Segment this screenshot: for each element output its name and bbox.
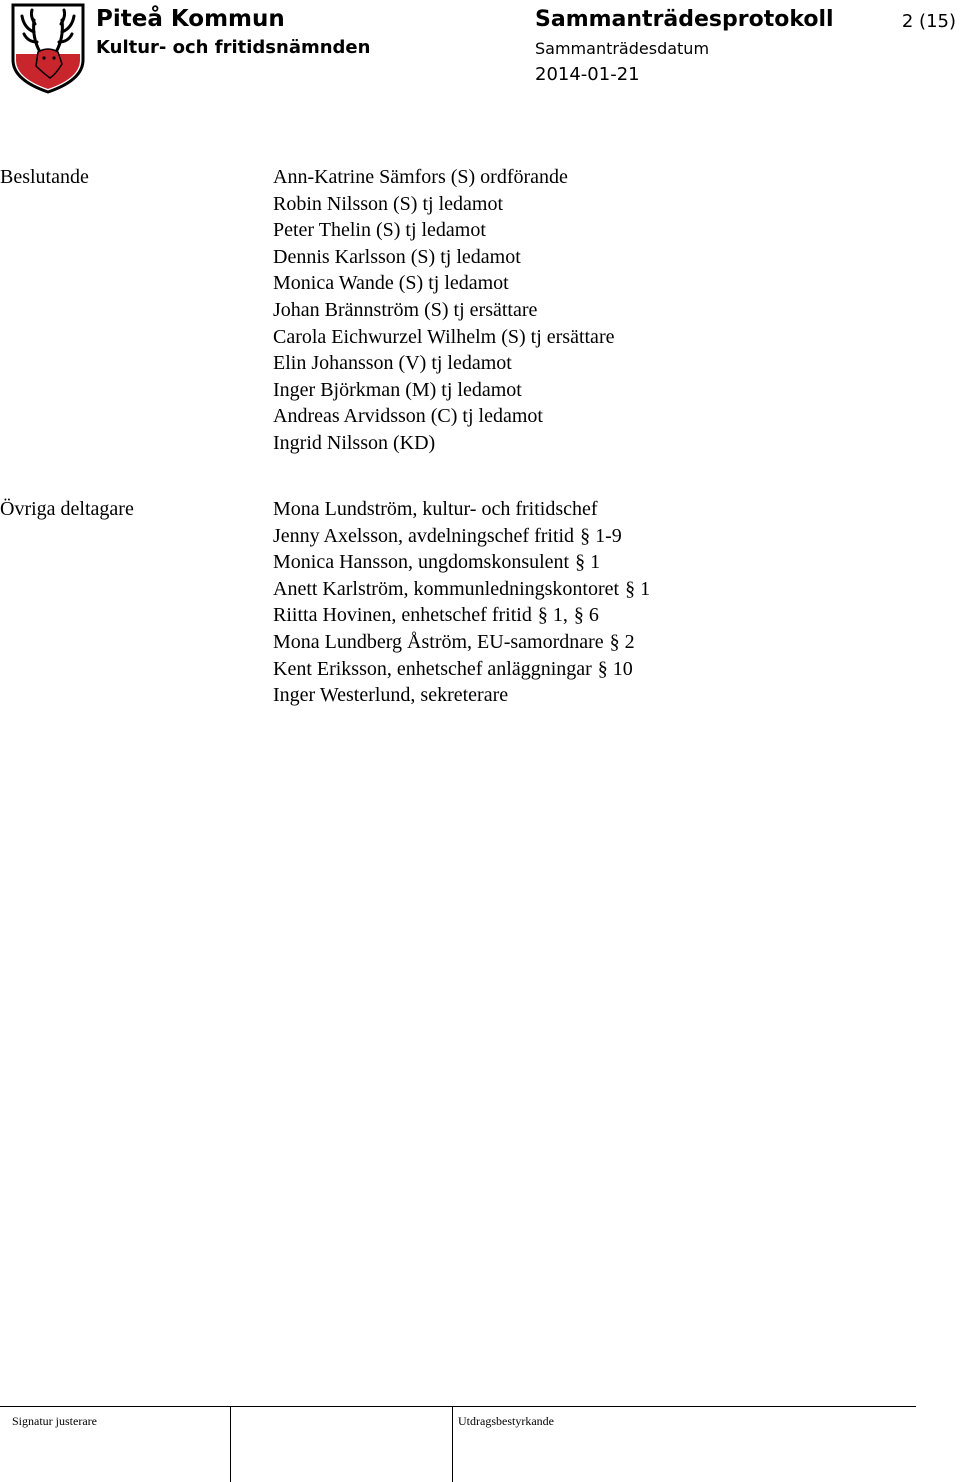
ovriga-list [273, 496, 650, 709]
signature-label: Signatur justerare [12, 1414, 97, 1428]
paragraph-sign: § [573, 604, 584, 627]
list-item: Elin Johansson (V) tj ledamot [273, 352, 512, 375]
list-item [273, 629, 650, 656]
paragraph-ref: 1 [640, 577, 651, 600]
list-item [273, 682, 650, 709]
list-item: Johan Brännström (S) tj ersättare [273, 298, 538, 321]
meeting-date-label: Sammanträdesdatum [535, 39, 710, 58]
beslutande-list [273, 164, 614, 457]
participant-text: Inger Westerlund, sekreterare [273, 684, 509, 707]
list-item: Carola Eichwurzel Wilhelm (S) tj ersättare [273, 325, 615, 348]
paragraph-ref: 10 [612, 657, 633, 680]
paragraph-sign: § [580, 524, 591, 547]
list-item [273, 656, 650, 683]
paragraph-ref: 6 [588, 604, 599, 627]
paragraph-ref: 1 [590, 551, 601, 574]
paragraph-ref: 2 [624, 630, 635, 653]
paragraph-sign: § [597, 657, 608, 680]
meeting-date: 2014-01-21 [535, 64, 640, 85]
list-item: Dennis Karlsson (S) tj ledamot [273, 245, 521, 268]
participant-text: Anett Karlström, kommunledningskontoret [273, 577, 620, 600]
ovriga-label: Övriga deltagare [0, 498, 134, 520]
paragraph-sign: § [625, 577, 636, 600]
list-item: Peter Thelin (S) tj ledamot [273, 219, 486, 242]
paragraph-ref: 1, [552, 604, 568, 627]
list-item: Ingrid Nilsson (KD) [273, 431, 436, 454]
participant-text: Riitta Hovinen, enhetschef fritid [273, 604, 532, 627]
extract-certification-label: Utdragsbestyrkande [458, 1414, 554, 1428]
document-header [0, 0, 960, 100]
organization-unit: Kultur- och fritidsnämnden [96, 37, 371, 58]
list-item [273, 496, 650, 523]
footer-divider [452, 1407, 453, 1482]
beslutande-label: Beslutande [0, 166, 89, 188]
reindeer-coat-of-arms-icon [10, 2, 86, 94]
list-item: Ann-Katrine Sämfors (S) ordförande [273, 166, 568, 188]
paragraph-sign: § [575, 551, 586, 574]
list-item [273, 602, 650, 629]
list-item [273, 549, 650, 576]
document-type: Sammanträdesprotokoll [535, 7, 834, 32]
participant-text: Kent Eriksson, enhetschef anläggningar [273, 657, 592, 680]
list-item [273, 523, 650, 550]
participant-text: Mona Lundberg Åström, EU-samordnare [273, 630, 604, 653]
paragraph-sign: § [537, 604, 548, 627]
list-item [273, 576, 650, 603]
paragraph-ref: 1-9 [595, 524, 622, 547]
list-item: Monica Wande (S) tj ledamot [273, 272, 509, 295]
footer-divider [230, 1407, 231, 1482]
paragraph-sign: § [609, 630, 620, 653]
list-item: Inger Björkman (M) tj ledamot [273, 378, 522, 401]
participant-text: Mona Lundström, kultur- och fritidschef [273, 498, 598, 520]
list-item: Andreas Arvidsson (C) tj ledamot [273, 405, 543, 428]
organization-name: Piteå Kommun [96, 6, 285, 32]
participant-text: Jenny Axelsson, avdelningschef fritid [273, 524, 575, 547]
signature-footer [0, 1406, 916, 1482]
list-item: Robin Nilsson (S) tj ledamot [273, 192, 503, 215]
participant-text: Monica Hansson, ungdomskonsulent [273, 551, 570, 574]
page-number: 2 (15) [901, 11, 956, 32]
